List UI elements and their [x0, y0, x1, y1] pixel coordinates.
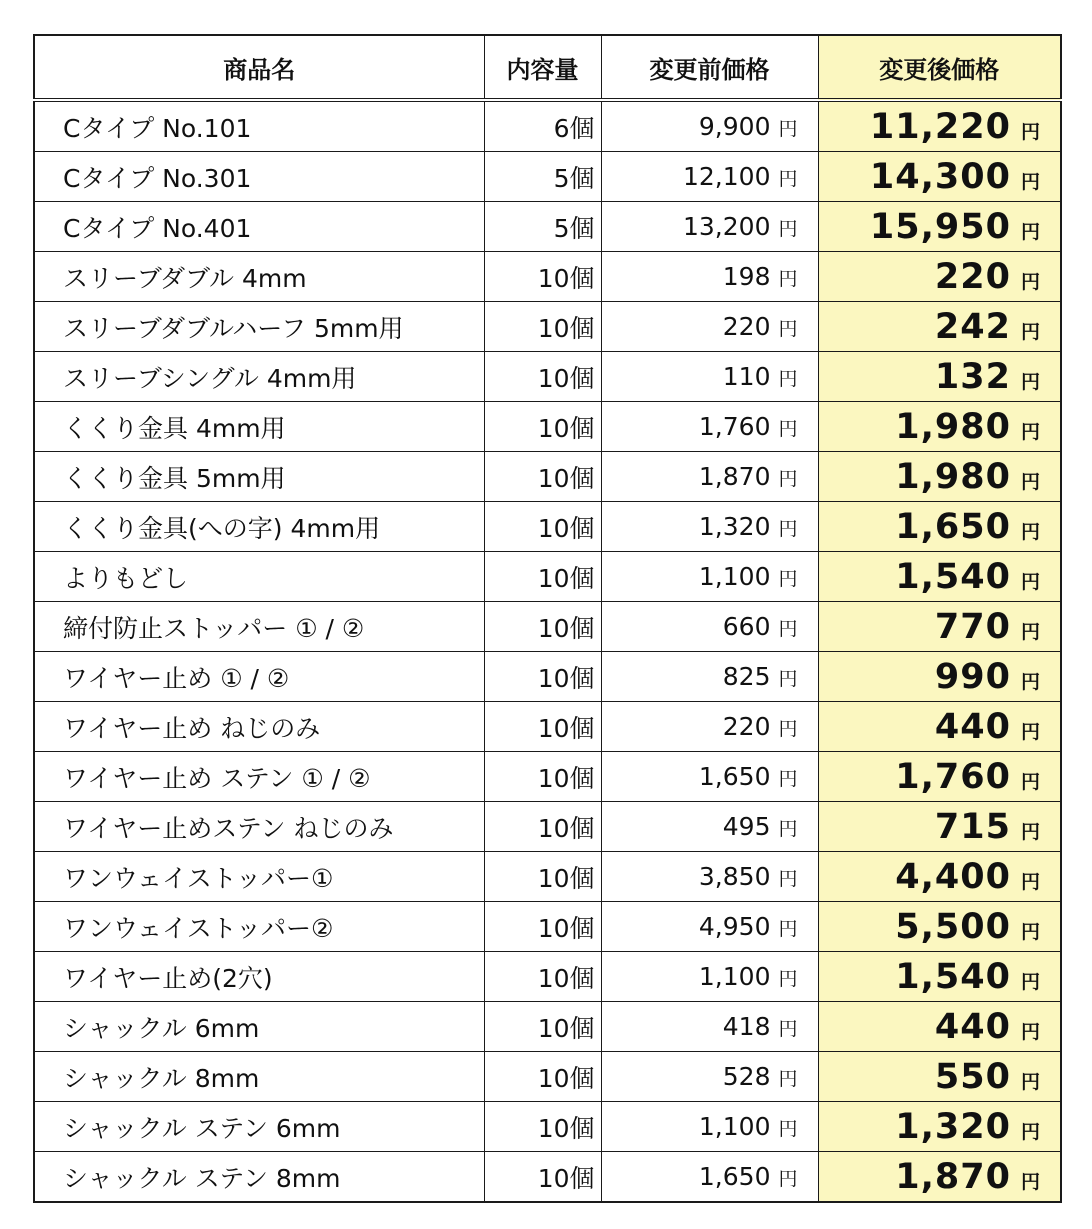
header-quantity: 内容量 — [484, 35, 601, 100]
quantity-cell: 10個 — [484, 402, 601, 452]
yen-unit: 円 — [778, 768, 798, 790]
yen-unit: 円 — [778, 118, 798, 140]
product-name-cell: Cタイプ No.401 — [34, 202, 484, 252]
yen-unit: 円 — [1020, 870, 1040, 893]
new-price-value: 4,400 — [895, 856, 1011, 897]
quantity-cell: 10個 — [484, 752, 601, 802]
new-price-value: 715 — [934, 806, 1011, 847]
product-name-cell: シャックル 8mm — [34, 1052, 484, 1102]
yen-unit: 円 — [778, 668, 798, 690]
product-name-cell: スリーブシングル 4mm用 — [34, 352, 484, 402]
product-name-cell: くくり金具(への字) 4mm用 — [34, 502, 484, 552]
old-price-cell — [601, 202, 818, 252]
quantity-cell: 5個 — [484, 202, 601, 252]
yen-unit: 円 — [1020, 720, 1040, 743]
old-price-value: 220 — [722, 312, 771, 341]
yen-unit: 円 — [1020, 470, 1040, 493]
yen-unit: 円 — [778, 468, 798, 490]
new-price-value: 1,540 — [895, 556, 1011, 597]
new-price-value: 440 — [934, 1006, 1011, 1047]
old-price-cell — [601, 552, 818, 602]
old-price-cell — [601, 752, 818, 802]
old-price-cell — [601, 352, 818, 402]
yen-unit: 円 — [778, 868, 798, 890]
header-old-price: 変更前価格 — [601, 35, 818, 100]
old-price-value: 660 — [722, 612, 771, 641]
yen-unit: 円 — [1020, 1020, 1040, 1043]
yen-unit: 円 — [778, 918, 798, 940]
yen-unit: 円 — [778, 268, 798, 290]
old-price-value: 1,650 — [698, 1162, 771, 1191]
new-price-cell — [818, 302, 1061, 352]
quantity-cell: 6個 — [484, 100, 601, 152]
new-price-cell — [818, 402, 1061, 452]
old-price-value: 9,900 — [698, 112, 771, 141]
quantity-cell: 5個 — [484, 152, 601, 202]
yen-unit: 円 — [1020, 1120, 1040, 1143]
new-price-cell — [818, 1002, 1061, 1052]
quantity-cell: 10個 — [484, 952, 601, 1002]
new-price-cell — [818, 852, 1061, 902]
table-row — [34, 1002, 1061, 1052]
product-name-cell: ワイヤー止めステン ねじのみ — [34, 802, 484, 852]
new-price-value: 1,980 — [895, 456, 1011, 497]
new-price-value: 220 — [934, 256, 1011, 297]
table-row — [34, 352, 1061, 402]
table-row — [34, 100, 1061, 152]
old-price-value: 1,650 — [698, 762, 771, 791]
new-price-cell — [818, 1102, 1061, 1152]
table-row — [34, 302, 1061, 352]
table-row — [34, 452, 1061, 502]
quantity-cell: 10個 — [484, 252, 601, 302]
new-price-cell — [818, 252, 1061, 302]
old-price-cell — [601, 152, 818, 202]
product-name-cell: ワンウェイストッパー② — [34, 902, 484, 952]
old-price-cell — [601, 802, 818, 852]
quantity-cell: 10個 — [484, 602, 601, 652]
old-price-value: 1,100 — [698, 562, 771, 591]
table-row — [34, 902, 1061, 952]
new-price-cell — [818, 952, 1061, 1002]
yen-unit: 円 — [1020, 320, 1040, 343]
new-price-cell — [818, 352, 1061, 402]
old-price-cell — [601, 602, 818, 652]
product-name-cell: スリーブダブル 4mm — [34, 252, 484, 302]
old-price-value: 198 — [722, 262, 771, 291]
product-name-cell: ワンウェイストッパー① — [34, 852, 484, 902]
table-row — [34, 952, 1061, 1002]
new-price-cell — [818, 152, 1061, 202]
yen-unit: 円 — [1020, 820, 1040, 843]
yen-unit: 円 — [1020, 670, 1040, 693]
old-price-value: 1,320 — [698, 512, 771, 541]
new-price-cell — [818, 902, 1061, 952]
new-price-value: 15,950 — [869, 206, 1011, 247]
product-name-cell: ワイヤー止め ① / ② — [34, 652, 484, 702]
price-change-table — [33, 34, 1062, 1203]
yen-unit: 円 — [778, 168, 798, 190]
yen-unit: 円 — [1020, 220, 1040, 243]
product-name-cell: スリーブダブルハーフ 5mm用 — [34, 302, 484, 352]
yen-unit: 円 — [778, 418, 798, 440]
table-body — [34, 100, 1061, 1202]
yen-unit: 円 — [1020, 970, 1040, 993]
old-price-cell — [601, 902, 818, 952]
header-product-name: 商品名 — [34, 35, 484, 100]
product-name-cell: ワイヤー止め ステン ① / ② — [34, 752, 484, 802]
new-price-value: 1,650 — [895, 506, 1011, 547]
header-row — [34, 35, 1061, 100]
table-row — [34, 202, 1061, 252]
table-row — [34, 602, 1061, 652]
quantity-cell: 10個 — [484, 452, 601, 502]
quantity-cell: 10個 — [484, 1152, 601, 1203]
quantity-cell: 10個 — [484, 302, 601, 352]
product-name-cell: シャックル ステン 6mm — [34, 1102, 484, 1152]
yen-unit: 円 — [1020, 1170, 1040, 1193]
old-price-cell — [601, 1102, 818, 1152]
new-price-cell — [818, 502, 1061, 552]
yen-unit: 円 — [1020, 370, 1040, 393]
old-price-value: 1,100 — [698, 1112, 771, 1141]
yen-unit: 円 — [778, 1018, 798, 1040]
quantity-cell: 10個 — [484, 702, 601, 752]
new-price-value: 770 — [934, 606, 1011, 647]
product-name-cell: Cタイプ No.101 — [34, 100, 484, 152]
old-price-cell — [601, 452, 818, 502]
yen-unit: 円 — [778, 818, 798, 840]
new-price-cell — [818, 802, 1061, 852]
table-row — [34, 252, 1061, 302]
new-price-value: 1,540 — [895, 956, 1011, 997]
yen-unit: 円 — [1020, 120, 1040, 143]
yen-unit: 円 — [778, 568, 798, 590]
old-price-cell — [601, 652, 818, 702]
table-row — [34, 852, 1061, 902]
quantity-cell: 10個 — [484, 352, 601, 402]
old-price-cell — [601, 402, 818, 452]
old-price-value: 1,100 — [698, 962, 771, 991]
new-price-value: 11,220 — [869, 106, 1011, 147]
yen-unit: 円 — [1020, 270, 1040, 293]
quantity-cell: 10個 — [484, 652, 601, 702]
product-name-cell: くくり金具 4mm用 — [34, 402, 484, 452]
header-new-price: 変更後価格 — [818, 35, 1061, 100]
yen-unit: 円 — [1020, 520, 1040, 543]
old-price-value: 220 — [722, 712, 771, 741]
table-row — [34, 502, 1061, 552]
old-price-value: 4,950 — [698, 912, 771, 941]
yen-unit: 円 — [778, 968, 798, 990]
old-price-value: 3,850 — [698, 862, 771, 891]
product-name-cell: ワイヤー止め(2穴) — [34, 952, 484, 1002]
product-name-cell: シャックル 6mm — [34, 1002, 484, 1052]
table-row — [34, 552, 1061, 602]
table-row — [34, 752, 1061, 802]
yen-unit: 円 — [1020, 170, 1040, 193]
new-price-value: 242 — [934, 306, 1011, 347]
quantity-cell: 10個 — [484, 902, 601, 952]
yen-unit: 円 — [778, 218, 798, 240]
new-price-value: 1,870 — [895, 1156, 1011, 1197]
product-name-cell: よりもどし — [34, 552, 484, 602]
table-row — [34, 1102, 1061, 1152]
old-price-value: 825 — [722, 662, 771, 691]
yen-unit: 円 — [778, 1068, 798, 1090]
old-price-cell — [601, 702, 818, 752]
quantity-cell: 10個 — [484, 852, 601, 902]
old-price-value: 418 — [722, 1012, 771, 1041]
product-name-cell: Cタイプ No.301 — [34, 152, 484, 202]
table-row — [34, 152, 1061, 202]
yen-unit: 円 — [1020, 420, 1040, 443]
yen-unit: 円 — [1020, 1070, 1040, 1093]
product-name-cell: 締付防止ストッパー ① / ② — [34, 602, 484, 652]
old-price-cell — [601, 252, 818, 302]
old-price-cell — [601, 852, 818, 902]
new-price-cell — [818, 702, 1061, 752]
table-row — [34, 1152, 1061, 1203]
new-price-value: 1,760 — [895, 756, 1011, 797]
old-price-cell — [601, 952, 818, 1002]
new-price-cell — [818, 1152, 1061, 1203]
new-price-value: 990 — [934, 656, 1011, 697]
table-row — [34, 402, 1061, 452]
quantity-cell: 10個 — [484, 802, 601, 852]
old-price-cell — [601, 1152, 818, 1203]
new-price-value: 14,300 — [869, 156, 1011, 197]
yen-unit: 円 — [778, 618, 798, 640]
quantity-cell: 10個 — [484, 552, 601, 602]
old-price-value: 13,200 — [683, 212, 771, 241]
new-price-value: 5,500 — [895, 906, 1011, 947]
yen-unit: 円 — [1020, 570, 1040, 593]
product-name-cell: ワイヤー止め ねじのみ — [34, 702, 484, 752]
old-price-cell — [601, 100, 818, 152]
yen-unit: 円 — [1020, 770, 1040, 793]
table-row — [34, 702, 1061, 752]
old-price-cell — [601, 1002, 818, 1052]
old-price-cell — [601, 1052, 818, 1102]
yen-unit: 円 — [778, 318, 798, 340]
yen-unit: 円 — [778, 1118, 798, 1140]
table-row — [34, 802, 1061, 852]
new-price-cell — [818, 652, 1061, 702]
old-price-value: 495 — [722, 812, 771, 841]
old-price-value: 1,870 — [698, 462, 771, 491]
product-name-cell: くくり金具 5mm用 — [34, 452, 484, 502]
new-price-cell — [818, 452, 1061, 502]
quantity-cell: 10個 — [484, 1052, 601, 1102]
new-price-value: 1,980 — [895, 406, 1011, 447]
old-price-cell — [601, 502, 818, 552]
table-row — [34, 652, 1061, 702]
old-price-value: 528 — [722, 1062, 771, 1091]
old-price-value: 1,760 — [698, 412, 771, 441]
new-price-cell — [818, 602, 1061, 652]
yen-unit: 円 — [778, 718, 798, 740]
yen-unit: 円 — [778, 1168, 798, 1190]
new-price-cell — [818, 202, 1061, 252]
yen-unit: 円 — [1020, 920, 1040, 943]
yen-unit: 円 — [1020, 620, 1040, 643]
yen-unit: 円 — [778, 518, 798, 540]
new-price-cell — [818, 100, 1061, 152]
quantity-cell: 10個 — [484, 502, 601, 552]
yen-unit: 円 — [778, 368, 798, 390]
new-price-value: 550 — [934, 1056, 1011, 1097]
new-price-value: 1,320 — [895, 1106, 1011, 1147]
new-price-value: 132 — [934, 356, 1011, 397]
new-price-cell — [818, 552, 1061, 602]
quantity-cell: 10個 — [484, 1102, 601, 1152]
old-price-value: 110 — [722, 362, 771, 391]
new-price-cell — [818, 752, 1061, 802]
old-price-value: 12,100 — [683, 162, 771, 191]
quantity-cell: 10個 — [484, 1002, 601, 1052]
table-row — [34, 1052, 1061, 1102]
new-price-value: 440 — [934, 706, 1011, 747]
new-price-cell — [818, 1052, 1061, 1102]
old-price-cell — [601, 302, 818, 352]
product-name-cell: シャックル ステン 8mm — [34, 1152, 484, 1203]
